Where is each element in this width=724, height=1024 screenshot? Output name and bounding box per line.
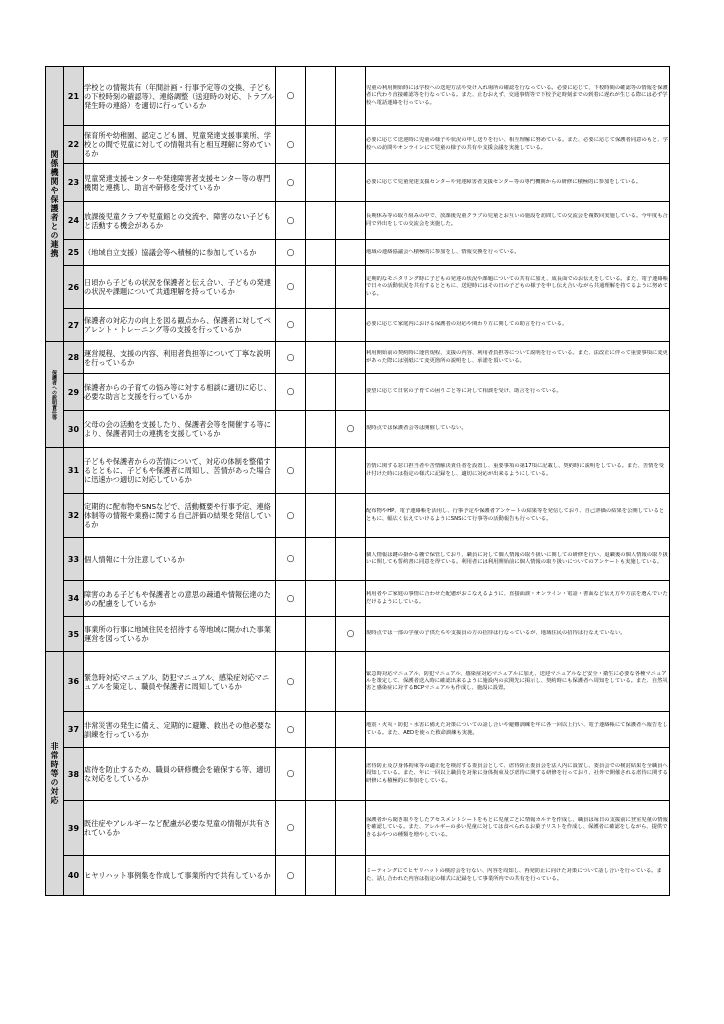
yes-mark: ○ [276,266,306,309]
improve-mark [336,581,366,617]
row-number: 32 [64,494,84,538]
table-row [46,164,670,202]
no-mark [306,309,336,342]
yes-mark: ○ [276,240,306,266]
no-mark [306,856,336,896]
no-mark [306,581,336,617]
yes-mark: ○ [276,448,306,494]
improve-mark [336,494,366,538]
question-text: 虐待を防止するため、職員の研修機会を確保する等、適切な対応をしているか [84,748,276,801]
comment-text: 地域の連絡協議会へ積極的に参加をし、情報交換を行っている。 [366,240,670,266]
table-row [46,538,670,581]
category-hijo [46,652,64,896]
row-number: 39 [64,801,84,856]
question-text: 放課後児童クラブや児童館との交流や、障害のない子どもと活動する機会があるか [84,202,276,240]
comment-text: 利用者やご家庭の事情に合わせた配慮がおこなえるように、直接面談・オンライン・電話・書面など伝え方や方法を選んでいただけるようにしている。 [366,581,670,617]
row-number: 24 [64,202,84,240]
question-text: 既往症やアレルギーなど配慮が必要な児童の情報が共有されているか [84,801,276,856]
table-row [46,652,670,712]
no-mark [306,342,336,374]
yes-mark: ○ [276,712,306,748]
row-number: 23 [64,164,84,202]
category-label: 関係機関や保護者との連携 [50,150,59,258]
no-mark [306,411,336,448]
question-text: 保育所や幼稚園、認定こども園、児童発達支援事業所、学校との間で児童に対しての情報共有と相互理解に努めているか [84,126,276,164]
no-mark [306,712,336,748]
row-number: 37 [64,712,84,748]
no-mark [306,652,336,712]
improve-mark [336,801,366,856]
improve-mark [336,652,366,712]
comment-text: 緊急時対応マニュアル、防犯マニュアル、感染症対応マニュアルに加え、送迎マニュアルなど安全・衛生に必要な各種マニュアルを策定して、保護者送入時に確認出来るように施設内の玄関先に掲示し、契約時にも保護者へ周知をしている。また、自然災害と感染症に対するBCPマニュアルも作成し、施設に設置。 [366,652,670,712]
row-number: 21 [64,67,84,126]
no-mark [306,748,336,801]
improve-mark [336,538,366,581]
question-text: （地域自立支援）協議会等へ積極的に参加しているか [84,240,276,266]
comment-text: 個人情報は鍵の掛かる棚で保管しており、職員に対して個人情報の取り扱いに関しての研修を行い、退職後の個人情報の取り扱いに関しても誓約書に同意を得ている。利用者には利用開始前に個人情報の取り扱いについてのアンケートも実施している。 [366,538,670,581]
no-mark [306,266,336,309]
comment-text: 現時点では保護者会等は開催していない。 [366,411,670,448]
row-number: 25 [64,240,84,266]
comment-text: 苦情に関する窓口担当者や苦情解決責任者を設置し、重要事項の第17項に記載し、契約時に説明をしている。また、苦情を受け付けた時には指定の様式に記録をし、適切に対応が出来るようにしている。 [366,448,670,494]
question-text: 障害のある子どもや保護者との意思の疎通や情報伝達のための配慮をしているか [84,581,276,617]
question-text: 学校との情報共有（年間計画・行事予定等の交換、子どもの下校時刻の確認等）、連絡調整（送迎時の対応、トラブル発生時の連絡）を適切に行っているか [84,67,276,126]
question-text: 児童発達支援センターや発達障害者支援センター等の専門機関と連携し、助言や研修を受けているか [84,164,276,202]
table-row [46,617,670,652]
category-kankei [46,67,64,342]
improve-mark [336,856,366,896]
yes-mark: ○ [276,856,306,896]
yes-mark: ○ [276,538,306,581]
no-mark [306,494,336,538]
evaluation-table [45,66,670,896]
comment-text: 必要に応じて児童発達支援センターや発達障害者支援センター等の専門機関からの研修に積極的に参加をしている。 [366,164,670,202]
table-row [46,374,670,411]
yes-mark: ○ [276,494,306,538]
no-mark [306,240,336,266]
table-row [46,266,670,309]
improve-mark: ○ [336,617,366,652]
improve-mark [336,126,366,164]
question-text: 運営規程、支援の内容、利用者負担等について丁寧な説明を行っているか [84,342,276,374]
improve-mark [336,309,366,342]
improve-mark [336,202,366,240]
table-row [46,342,670,374]
row-number: 36 [64,652,84,712]
no-mark [306,164,336,202]
no-mark [306,67,336,126]
row-number: 38 [64,748,84,801]
no-mark [306,126,336,164]
comment-text: 保護者から聞き取りをしたアセスメントシートをもとに児童ごとに情報カルテを作成し、職員は毎日の支援前に登室児童の情報を確認している。また、アレルギーの多い児童に対しては食べられるお菓子リストを作成し、保護者に確認をしながら、提供できるおやつの種類を増やしている。 [366,801,670,856]
question-text: 非常災害の発生に備え、定期的に避難、救出その他必要な訓練を行っているか [84,712,276,748]
comment-text: 現時点では一部の学童の子供たちや支援員の方の招待は行なっているが、地域住民の招待は行なえていない。 [366,617,670,652]
table-row [46,748,670,801]
yes-mark: ○ [276,126,306,164]
question-text: 日頃から子どもの状況を保護者と伝え合い、子どもの発達の状況や課題について共通理解を持っているか [84,266,276,309]
category-empty [46,448,64,652]
table-row [46,581,670,617]
yes-mark: ○ [276,374,306,411]
row-number: 33 [64,538,84,581]
table-row [46,67,670,126]
category-label: 非常時等の対応 [50,742,59,805]
no-mark [306,374,336,411]
yes-mark: ○ [276,581,306,617]
row-number: 35 [64,617,84,652]
row-number: 22 [64,126,84,164]
row-number: 34 [64,581,84,617]
question-text: 保護者の対応力の向上を図る観点から、保護者に対してペアレント・トレーニング等の支援を行っているか [84,309,276,342]
table-row [46,202,670,240]
yes-mark: ○ [276,748,306,801]
yes-mark: ○ [276,801,306,856]
comment-text: 虐待防止及び身体拘束等の適正化を検討する委員会として、虐待防止委員会を法人内に設置し、委員会での検討結果を全職員へ周知している。また、年に一回以上職員を対象に身体拘束及び虐待に関する研修を行っており、社外で開催される虐待に関する研修にも積極的に参加をしている。 [366,748,670,801]
comment-text: 配布物やHP、電子連絡帳を活用し、行事予定や保護者アンケートの結果等を発信しており、自己評価の結果を公開しているとともに、幅広く伝えていけるようにSNSにて行事等の活動報告も行っている。 [366,494,670,538]
no-mark [306,538,336,581]
question-text: ヒヤリハット事例集を作成して事業所内で共有しているか [84,856,276,896]
comment-text: 必要に応じて送迎時に児童の様子や状況の申し送りを行い、相互理解に努めている。また、必要に応じて保護者同意のもと、学校への訪問やオンラインにて児童の様子の共有や支援会議を実施している。 [366,126,670,164]
table-row [46,411,670,448]
question-text: 個人情報に十分注意しているか [84,538,276,581]
comment-text: 地震・火災・防犯・水害に備えた対策についての話し合いや避難訓練を年に各一回以上行い、電子連絡帳にて保護者へ報告をしている。また、AEDを使った救命訓練も実施。 [366,712,670,748]
yes-mark [276,411,306,448]
row-number: 28 [64,342,84,374]
comment-text: 必要に応じて家庭内における保護者の対応や関わり方に関しての助言を行っている。 [366,309,670,342]
row-number: 31 [64,448,84,494]
no-mark [306,202,336,240]
yes-mark: ○ [276,67,306,126]
question-text: 保護者からの子育ての悩み等に対する相談に適切に応じ、必要な助言と支援を行っているか [84,374,276,411]
improve-mark [336,748,366,801]
improve-mark [336,374,366,411]
question-text: 緊急時対応マニュアル、防犯マニュアル、感染症対応マニュアルを策定し、職員や保護者に周知しているか [84,652,276,712]
no-mark [306,617,336,652]
category-label: 保護者への説明責任等 [51,369,57,420]
row-number: 29 [64,374,84,411]
comment-text: 長期休み等の取り組みの中で、放課後児童クラブの児童とお互いの施設を訪問しての交流会を複数回実施している。今年度も合同で外出をしての交流会を実施した。 [366,202,670,240]
table-row [46,801,670,856]
yes-mark: ○ [276,202,306,240]
yes-mark: ○ [276,164,306,202]
yes-mark: ○ [276,652,306,712]
yes-mark: ○ [276,309,306,342]
improve-mark [336,266,366,309]
table-row [46,448,670,494]
question-text: 事業所の行事に地域住民を招待する等地域に開かれた事業運営を図っているか [84,617,276,652]
improve-mark [336,240,366,266]
row-number: 27 [64,309,84,342]
table-row [46,240,670,266]
comment-text: 児童の利用開始時には学校への送迎方法や受け入れ場所の確認を行なっている。必要に応じて、下校時間の確認等の情報を保護者に代わり直接確認等を行なっている。また、止むおえず、交通事情等で下校予定時刻までの到着に遅れが生じる際には必ず学校へ電話連絡を行っている。 [366,67,670,126]
improve-mark [336,712,366,748]
table-row [46,494,670,538]
comment-text: 利用開始前の契約時に運営規程、支援の内容、利用者負担等について説明を行っている。また、法改正に伴って重要事項に変更があった際には別紙にて変更箇所の説明をし、承諾を頂いている。 [366,342,670,374]
yes-mark [276,617,306,652]
row-number: 40 [64,856,84,896]
improve-mark [336,67,366,126]
comment-text: ミーティングにてヒヤリハットの検討会を行ない、内容を周知し、再発防止に向けた対策について話し合いを行っている。また、話し合われた内容は指定の様式に記録をして事業所内での共有を行っている。 [366,856,670,896]
table-row [46,126,670,164]
improve-mark [336,164,366,202]
yes-mark: ○ [276,342,306,374]
comment-text: 定期的なモニタリング時に子どもの発達の状況や課題についての共有に加え、成長面でのお伝えをしている。また、電子連絡帳で日々の活動状況を共有するとともに、送迎時にはその日の子どもの様子を申し伝え合いながら共通理解を持てるように努めている。 [366,266,670,309]
table-row [46,309,670,342]
category-hogosha [46,342,64,448]
question-text: 子どもや保護者からの苦情について、対応の体制を整備するとともに、子どもや保護者に周知し、苦情があった場合に迅速かつ適切に対応しているか [84,448,276,494]
comment-text: 要望に応じて日常の子育ての困りごと等に対して相談を受け、助言を行っている。 [366,374,670,411]
question-text: 父母の会の活動を支援したり、保護者会等を開催する等により、保護者同士の連携を支援しているか [84,411,276,448]
question-text: 定期的に配布物やSNSなどで、活動概要や行事予定、連絡体制等の情報や業務に関する自己評価の結果を発信しているか [84,494,276,538]
no-mark [306,448,336,494]
row-number: 30 [64,411,84,448]
no-mark [306,801,336,856]
improve-mark: ○ [336,411,366,448]
table-row [46,856,670,896]
improve-mark [336,342,366,374]
row-number: 26 [64,266,84,309]
table-row [46,712,670,748]
improve-mark [336,448,366,494]
